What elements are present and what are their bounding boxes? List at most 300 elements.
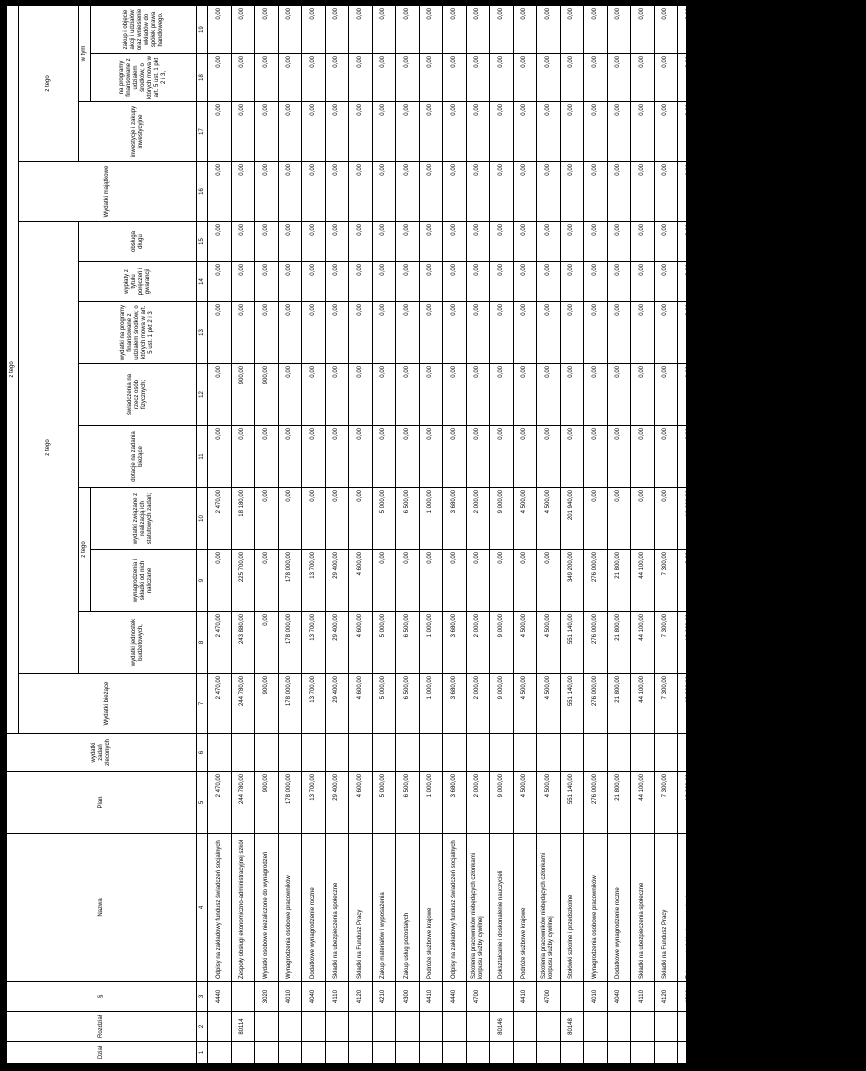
cell-statutowe: 1 000,00	[419, 488, 443, 550]
cell-biezace: 900,00	[255, 674, 279, 734]
cell-biezace: 13 700,00	[302, 674, 326, 734]
cell-akcje: 0,00	[490, 5, 514, 53]
cell-obsluga: 0,00	[607, 222, 631, 262]
cell-wynagrodzenia: 0,00	[208, 550, 232, 612]
cell-statutowe: 2 470,00	[208, 488, 232, 550]
cell-programy: 0,00	[842, 302, 866, 364]
cell-plan: 39 950,00	[795, 772, 819, 834]
table-row	[607, 5, 631, 1063]
cell-rozdzial	[819, 1012, 843, 1042]
cell-plan: 5 500,00	[842, 772, 866, 834]
cell-inwestycje: 0,00	[325, 102, 349, 162]
cell-wynagrodzenia: 178 000,00	[278, 550, 302, 612]
cell-dzial	[325, 1042, 349, 1064]
cell-majatkowe: 0,00	[490, 162, 514, 222]
cell-majatkowe: 0,00	[819, 162, 843, 222]
cell-biezace: 178 000,00	[278, 674, 302, 734]
cell-biezace: 39 950,00	[795, 674, 819, 734]
cell-dotacje: 0,00	[208, 426, 232, 488]
cell-dotacje: 0,00	[396, 426, 420, 488]
cell-plan: 4 500,00	[513, 772, 537, 834]
table-row	[349, 5, 373, 1063]
cell-wynagrodzenia: 0,00	[725, 550, 749, 612]
cell-wynagrodzenia: 0,00	[466, 550, 490, 612]
cell-zlecone	[584, 734, 608, 772]
cell-wynagrodzenia: 0,00	[419, 550, 443, 612]
cell-majatkowe: 0,00	[748, 162, 772, 222]
cell-majatkowe: 0,00	[725, 162, 749, 222]
cell-poreczenia: 0,00	[372, 262, 396, 302]
table-row	[725, 5, 749, 1063]
cell-inwestycje: 0,00	[302, 102, 326, 162]
cell-poreczenia: 0,00	[701, 262, 725, 302]
cell-poreczenia: 0,00	[349, 262, 373, 302]
table-row	[819, 5, 843, 1063]
cell-majatkowe: 0,00	[654, 162, 678, 222]
cell-dotacje: 0,00	[537, 426, 561, 488]
cell-poreczenia: 0,00	[513, 262, 537, 302]
cell-nazwa: Zakup materiałów i wyposażenia	[678, 834, 702, 982]
cell-swiadczenia: 900,00	[231, 364, 255, 426]
cell-akcje: 0,00	[748, 5, 772, 53]
cell-programy: 0,00	[208, 302, 232, 364]
cell-paragraf: 4010	[278, 982, 302, 1012]
cell-wynagrodzenia: 21 800,00	[607, 550, 631, 612]
cell-majatkowe: 0,00	[278, 162, 302, 222]
cell-inwestycje: 0,00	[349, 102, 373, 162]
column-number-cell: 11	[197, 426, 208, 488]
cell-swiadczenia: 0,00	[466, 364, 490, 426]
cell-obsluga: 0,00	[819, 222, 843, 262]
cell-dzial	[795, 1042, 819, 1064]
cell-akcje: 0,00	[819, 5, 843, 53]
cell-dzial	[842, 1042, 866, 1064]
cell-paragraf: 4440	[795, 982, 819, 1012]
header-z-tego-majatkowe: z tego	[19, 5, 79, 161]
cell-biezace: 6 500,00	[396, 674, 420, 734]
cell-paragraf: 4110	[325, 982, 349, 1012]
cell-biezace: 21 800,00	[607, 674, 631, 734]
cell-obsluga: 0,00	[325, 222, 349, 262]
cell-nazwa: Dokształcanie i doskonalenie nauczycieli	[490, 834, 514, 982]
cell-dzial	[772, 1042, 796, 1064]
cell-dzial	[631, 1042, 655, 1064]
cell-programy-majatkowe: 0,00	[631, 54, 655, 102]
cell-plan: 900,00	[255, 772, 279, 834]
table-row	[255, 5, 279, 1063]
cell-majatkowe: 0,00	[607, 162, 631, 222]
cell-majatkowe: 0,00	[255, 162, 279, 222]
cell-rozdzial	[537, 1012, 561, 1042]
cell-swiadczenia: 900,00	[255, 364, 279, 426]
cell-wynagrodzenia: 0,00	[255, 550, 279, 612]
cell-wynagrodzenia: 7 300,00	[654, 550, 678, 612]
table-row	[537, 5, 561, 1063]
cell-rozdzial	[419, 1012, 443, 1042]
cell-dzial	[466, 1042, 490, 1064]
cell-swiadczenia: 500,00	[842, 364, 866, 426]
header-wydatki-statutowe: wydatki związane z realizacją ich statutowych zadań;	[91, 488, 197, 550]
cell-dotacje: 0,00	[631, 426, 655, 488]
cell-paragraf: 3020	[255, 982, 279, 1012]
cell-swiadczenia: 0,00	[701, 364, 725, 426]
table-row	[419, 5, 443, 1063]
cell-akcje: 0,00	[560, 5, 584, 53]
cell-rozdzial	[631, 1012, 655, 1042]
cell-zlecone	[701, 734, 725, 772]
cell-wynagrodzenia: 0,00	[513, 550, 537, 612]
cell-dotacje: 10 000,00	[819, 426, 843, 488]
cell-obsluga: 0,00	[396, 222, 420, 262]
cell-swiadczenia: 0,00	[748, 364, 772, 426]
cell-paragraf	[819, 982, 843, 1012]
cell-jednostek: 13 940,00	[748, 612, 772, 674]
cell-nazwa: Zakup materiałów i wyposażenia	[372, 834, 396, 982]
cell-majatkowe: 0,00	[560, 162, 584, 222]
cell-plan: 3 680,00	[443, 772, 467, 834]
cell-statutowe: 0,00	[631, 488, 655, 550]
cell-programy-majatkowe: 0,00	[678, 54, 702, 102]
cell-zlecone	[325, 734, 349, 772]
cell-poreczenia: 0,00	[443, 262, 467, 302]
cell-dzial	[443, 1042, 467, 1064]
cell-dotacje: 0,00	[443, 426, 467, 488]
cell-nazwa: Podróże służbowe krajowe	[419, 834, 443, 982]
cell-programy: 0,00	[231, 302, 255, 364]
table-row	[325, 5, 349, 1063]
cell-nazwa: Zakup środków żywności	[701, 834, 725, 982]
cell-poreczenia: 0,00	[654, 262, 678, 302]
cell-zlecone	[349, 734, 373, 772]
cell-akcje: 0,00	[302, 5, 326, 53]
cell-nazwa: Stołówki szkolne i przedszkolne	[560, 834, 584, 982]
cell-obsluga: 0,00	[372, 222, 396, 262]
table-row	[795, 5, 819, 1063]
table-body	[208, 5, 866, 1063]
cell-obsluga: 0,00	[537, 222, 561, 262]
cell-rozdzial: 80148	[560, 1012, 584, 1042]
cell-obsluga: 0,00	[560, 222, 584, 262]
cell-zlecone	[748, 734, 772, 772]
cell-nazwa: Szkolenia pracowników niebędących członkami korpusu służby cywilnej	[466, 834, 490, 982]
cell-rozdzial: 85153	[842, 1012, 866, 1042]
cell-jednostek: 24 000,00	[819, 612, 843, 674]
cell-poreczenia: 0,00	[584, 262, 608, 302]
cell-swiadczenia: 0,00	[631, 364, 655, 426]
cell-statutowe: 4 500,00	[537, 488, 561, 550]
cell-swiadczenia: 0,00	[795, 364, 819, 426]
cell-jednostek: 39 950,00	[795, 612, 819, 674]
cell-dzial	[255, 1042, 279, 1064]
cell-inwestycje: 0,00	[419, 102, 443, 162]
cell-poreczenia: 0,00	[208, 262, 232, 302]
cell-poreczenia: 0,00	[419, 262, 443, 302]
cell-zlecone	[842, 734, 866, 772]
cell-programy-majatkowe: 0,00	[842, 54, 866, 102]
cell-zlecone	[654, 734, 678, 772]
cell-paragraf: 4220	[701, 982, 725, 1012]
table-row	[490, 5, 514, 1063]
cell-majatkowe: 0,00	[325, 162, 349, 222]
cell-nazwa: Składki na Fundusz Pracy	[349, 834, 373, 982]
cell-plan: 50 000,00	[819, 772, 843, 834]
cell-programy-majatkowe: 0,00	[748, 54, 772, 102]
cell-majatkowe: 0,00	[584, 162, 608, 222]
cell-poreczenia: 0,00	[278, 262, 302, 302]
cell-rozdzial	[208, 1012, 232, 1042]
header-swiadczenia: świadczenia na rzecz osób fizycznych;	[79, 364, 197, 426]
cell-programy-majatkowe: 0,00	[654, 54, 678, 102]
header-wynagrodzenia: wynagrodzenia i składki od nich naliczane	[91, 550, 197, 612]
cell-dotacje: 0,00	[255, 426, 279, 488]
cell-dotacje: 0,00	[678, 426, 702, 488]
cell-jednostek: 551 140,00	[560, 612, 584, 674]
cell-biezace: 29 400,00	[325, 674, 349, 734]
cell-obsluga: 0,00	[255, 222, 279, 262]
cell-dotacje: 0,00	[795, 426, 819, 488]
cell-akcje: 0,00	[842, 5, 866, 53]
cell-poreczenia: 0,00	[466, 262, 490, 302]
cell-obsluga: 0,00	[772, 222, 796, 262]
cell-nazwa: Pozostała działalność	[772, 834, 796, 982]
cell-obsluga: 0,00	[842, 222, 866, 262]
cell-majatkowe: 0,00	[678, 162, 702, 222]
cell-paragraf: 4440	[208, 982, 232, 1012]
table-row	[584, 5, 608, 1063]
cell-wynagrodzenia: 276 000,00	[584, 550, 608, 612]
cell-nazwa: Podróże służbowe krajowe	[513, 834, 537, 982]
cell-statutowe: 0,00	[654, 488, 678, 550]
table-row	[231, 5, 255, 1063]
column-number-cell: 2	[197, 1012, 208, 1042]
cell-wynagrodzenia: 225 700,00	[231, 550, 255, 612]
cell-dotacje: 0,00	[302, 426, 326, 488]
cell-swiadczenia: 0,00	[725, 364, 749, 426]
cell-inwestycje: 0,00	[255, 102, 279, 162]
header-wydatki-jednostek: wydatki jednostek budżetowych,	[79, 612, 197, 674]
cell-swiadczenia: 0,00	[372, 364, 396, 426]
cell-wynagrodzenia: 4 600,00	[349, 550, 373, 612]
cell-statutowe: 4 500,00	[513, 488, 537, 550]
cell-programy: 0,00	[631, 302, 655, 364]
cell-zlecone	[560, 734, 584, 772]
cell-obsluga: 0,00	[302, 222, 326, 262]
cell-majatkowe: 0,00	[537, 162, 561, 222]
cell-plan: 5 000,00	[372, 772, 396, 834]
cell-obsluga: 0,00	[231, 222, 255, 262]
cell-biezace: 244 780,00	[231, 674, 255, 734]
cell-programy: 0,00	[795, 302, 819, 364]
cell-wynagrodzenia: 0,00	[701, 550, 725, 612]
cell-zlecone	[466, 734, 490, 772]
cell-inwestycje: 0,00	[819, 102, 843, 162]
cell-plan: 7 300,00	[654, 772, 678, 834]
cell-inwestycje: 0,00	[490, 102, 514, 162]
cell-rozdzial	[349, 1012, 373, 1042]
cell-biezace: 10 000,00	[678, 674, 702, 734]
cell-paragraf: 4440	[748, 982, 772, 1012]
cell-poreczenia: 0,00	[231, 262, 255, 302]
cell-poreczenia: 0,00	[725, 262, 749, 302]
cell-dzial	[278, 1042, 302, 1064]
cell-programy: 0,00	[654, 302, 678, 364]
cell-paragraf: 4040	[302, 982, 326, 1012]
header-z-tego-main: z tego	[7, 5, 19, 733]
cell-inwestycje: 0,00	[372, 102, 396, 162]
table-row	[842, 5, 866, 1063]
cell-obsluga: 0,00	[584, 222, 608, 262]
cell-statutowe: 5 000,00	[372, 488, 396, 550]
cell-akcje: 0,00	[255, 5, 279, 53]
cell-rozdzial	[513, 1012, 537, 1042]
cell-inwestycje: 0,00	[537, 102, 561, 162]
cell-nazwa: Odpisy na zakładowy fundusz świadczeń socjalnych	[795, 834, 819, 982]
cell-dotacje: 0,00	[654, 426, 678, 488]
cell-nazwa: Składki na Fundusz Pracy	[654, 834, 678, 982]
cell-rozdzial	[396, 1012, 420, 1042]
header-dotacje: dotacje na zadania bieżące	[79, 426, 197, 488]
cell-jednostek: 173 400,00	[701, 612, 725, 674]
cell-paragraf: 4110	[631, 982, 655, 1012]
cell-majatkowe: 0,00	[419, 162, 443, 222]
cell-plan: 29 400,00	[325, 772, 349, 834]
cell-zlecone	[490, 734, 514, 772]
cell-inwestycje: 0,00	[584, 102, 608, 162]
header-z-tego-biezace: z tego	[19, 222, 79, 674]
cell-akcje: 0,00	[325, 5, 349, 53]
cell-programy: 0,00	[490, 302, 514, 364]
table-row	[443, 5, 467, 1063]
cell-nazwa: Dodatkowe wynagrodzenie roczne	[302, 834, 326, 982]
cell-inwestycje: 0,00	[772, 102, 796, 162]
cell-zlecone	[513, 734, 537, 772]
cell-programy-majatkowe: 0,00	[255, 54, 279, 102]
cell-programy-majatkowe: 0,00	[560, 54, 584, 102]
cell-paragraf: 4120	[349, 982, 373, 1012]
cell-akcje: 0,00	[772, 5, 796, 53]
cell-programy: 0,00	[325, 302, 349, 364]
column-number-cell: 3	[197, 982, 208, 1012]
cell-rozdzial	[795, 1012, 819, 1042]
cell-rozdzial: 80146	[490, 1012, 514, 1042]
cell-dzial	[490, 1042, 514, 1064]
budget-table	[6, 5, 866, 1064]
cell-majatkowe: 0,00	[466, 162, 490, 222]
cell-inwestycje: 0,00	[560, 102, 584, 162]
cell-rozdzial: 80195	[772, 1012, 796, 1042]
cell-statutowe: 0,00	[302, 488, 326, 550]
cell-rozdzial	[466, 1012, 490, 1042]
cell-paragraf	[231, 982, 255, 1012]
cell-biezace: 276 000,00	[584, 674, 608, 734]
cell-statutowe: 0,00	[584, 488, 608, 550]
cell-wynagrodzenia: 0,00	[795, 550, 819, 612]
column-number-cell: 13	[197, 302, 208, 364]
cell-paragraf: 4210	[678, 982, 702, 1012]
cell-jednostek: 4 500,00	[537, 612, 561, 674]
cell-akcje: 0,00	[349, 5, 373, 53]
cell-dzial	[231, 1042, 255, 1064]
cell-nazwa: Odpisy na zakładowy fundusz świadczeń socjalnych	[208, 834, 232, 982]
cell-jednostek: 4 500,00	[513, 612, 537, 674]
cell-swiadczenia: 0,00	[584, 364, 608, 426]
cell-inwestycje: 0,00	[278, 102, 302, 162]
cell-jednostek: 29 400,00	[325, 612, 349, 674]
cell-rozdzial	[302, 1012, 326, 1042]
cell-dzial: 851	[819, 1042, 843, 1064]
cell-programy-majatkowe: 0,00	[537, 54, 561, 102]
cell-rozdzial	[325, 1012, 349, 1042]
cell-statutowe: 4 600,00	[725, 488, 749, 550]
cell-programy: 0,00	[419, 302, 443, 364]
table-row	[513, 5, 537, 1063]
column-number-cell: 7	[197, 674, 208, 734]
cell-biezace: 2 470,00	[208, 674, 232, 734]
cell-biezace: 5 500,00	[842, 674, 866, 734]
cell-nazwa: Odpisy na zakładowy fundusz świadczeń socjalnych	[443, 834, 467, 982]
cell-programy: 0,00	[725, 302, 749, 364]
cell-zlecone	[208, 734, 232, 772]
cell-programy-majatkowe: 0,00	[231, 54, 255, 102]
cell-paragraf: 4010	[584, 982, 608, 1012]
cell-obsluga: 0,00	[443, 222, 467, 262]
cell-programy-majatkowe: 0,00	[701, 54, 725, 102]
cell-obsluga: 0,00	[631, 222, 655, 262]
cell-akcje: 0,00	[278, 5, 302, 53]
cell-dotacje: 0,00	[725, 426, 749, 488]
table-row	[302, 5, 326, 1063]
cell-dotacje: 0,00	[419, 426, 443, 488]
cell-rozdzial	[584, 1012, 608, 1042]
cell-swiadczenia: 0,00	[537, 364, 561, 426]
cell-akcje: 0,00	[466, 5, 490, 53]
cell-akcje: 0,00	[584, 5, 608, 53]
header-rozdzial: Rozdział	[7, 1012, 197, 1042]
cell-wynagrodzenia: 0,00	[772, 550, 796, 612]
cell-dzial	[725, 1042, 749, 1064]
cell-swiadczenia: 0,00	[772, 364, 796, 426]
cell-programy: 0,00	[772, 302, 796, 364]
cell-dzial	[419, 1042, 443, 1064]
cell-dotacje: 0,00	[748, 426, 772, 488]
cell-dzial	[396, 1042, 420, 1064]
cell-jednostek: 4 600,00	[725, 612, 749, 674]
cell-dotacje: 0,00	[701, 426, 725, 488]
cell-inwestycje: 0,00	[701, 102, 725, 162]
cell-swiadczenia: 0,00	[396, 364, 420, 426]
cell-statutowe: 8 500,00	[819, 488, 843, 550]
cell-inwestycje: 0,00	[795, 102, 819, 162]
cell-programy-majatkowe: 0,00	[325, 54, 349, 102]
cell-programy: 0,00	[466, 302, 490, 364]
cell-zlecone	[302, 734, 326, 772]
cell-obsluga: 0,00	[795, 222, 819, 262]
cell-wynagrodzenia: 0,00	[678, 550, 702, 612]
cell-dotacje: 0,00	[325, 426, 349, 488]
cell-obsluga: 0,00	[208, 222, 232, 262]
column-number-cell: 14	[197, 262, 208, 302]
header-nazwa: Nazwa	[7, 834, 197, 982]
cell-swiadczenia: 0,00	[654, 364, 678, 426]
cell-programy-majatkowe: 0,00	[443, 54, 467, 102]
cell-paragraf: 4410	[513, 982, 537, 1012]
cell-inwestycje: 0,00	[607, 102, 631, 162]
cell-akcje: 0,00	[607, 5, 631, 53]
cell-zlecone	[795, 734, 819, 772]
header-obsluga-dlugu: obsługa długu	[79, 222, 197, 262]
cell-nazwa: Zakup usług pozostałych	[725, 834, 749, 982]
cell-statutowe: 0,00	[842, 488, 866, 550]
